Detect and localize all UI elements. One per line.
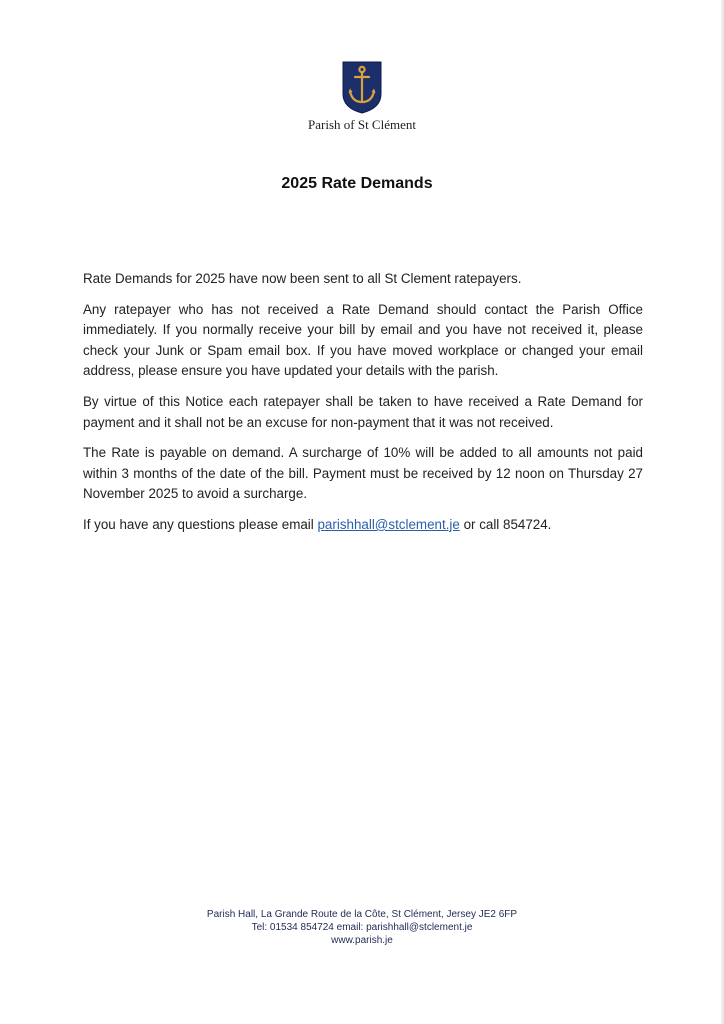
anchor-shield-icon <box>341 60 383 114</box>
footer-address: Parish Hall, La Grande Route de la Côte, St Clément, Jersey JE2 6FP <box>206 909 518 920</box>
parish-name: Parish of St Clément <box>308 117 416 132</box>
footer-contact: Tel: 01534 854724 email: parishhall@stclement.je <box>251 922 473 933</box>
notice-body <box>83 269 643 546</box>
footer-website: www.parish.je <box>331 935 393 946</box>
paragraph-questions <box>83 515 643 536</box>
call-text: or call 854724. <box>459 516 552 532</box>
questions-text: If you have any questions please email <box>83 516 318 532</box>
page-title: 2025 Rate Demands <box>281 175 433 192</box>
paragraph-not-received: Any ratepayer who has not received a Rate Demand should contact the Parish Office immediately. If you normally receive your bill by email and you have not received it, please check your Junk or Spam email box. If you have moved workplace or changed your email address, please ensure you have updated your details with the parish. <box>83 301 643 379</box>
email-link[interactable]: parishhall@stclement.je <box>317 516 460 532</box>
paragraph-notice: By virtue of this Notice each ratepayer shall be taken to have received a Rate Demand for payment and it shall not be an excuse for non-payment that it was not received. <box>83 393 643 430</box>
paragraph-sent: Rate Demands for 2025 have now been sent to all St Clement ratepayers. <box>83 271 522 286</box>
footer <box>0 908 724 947</box>
paragraph-surcharge: The Rate is payable on demand. A surcharge of 10% will be added to all amounts not paid within 3 months of the date of the bill. Payment must be received by 12 noon on Thursday 27 November 2025 to avoid a surcharge. <box>83 445 643 502</box>
